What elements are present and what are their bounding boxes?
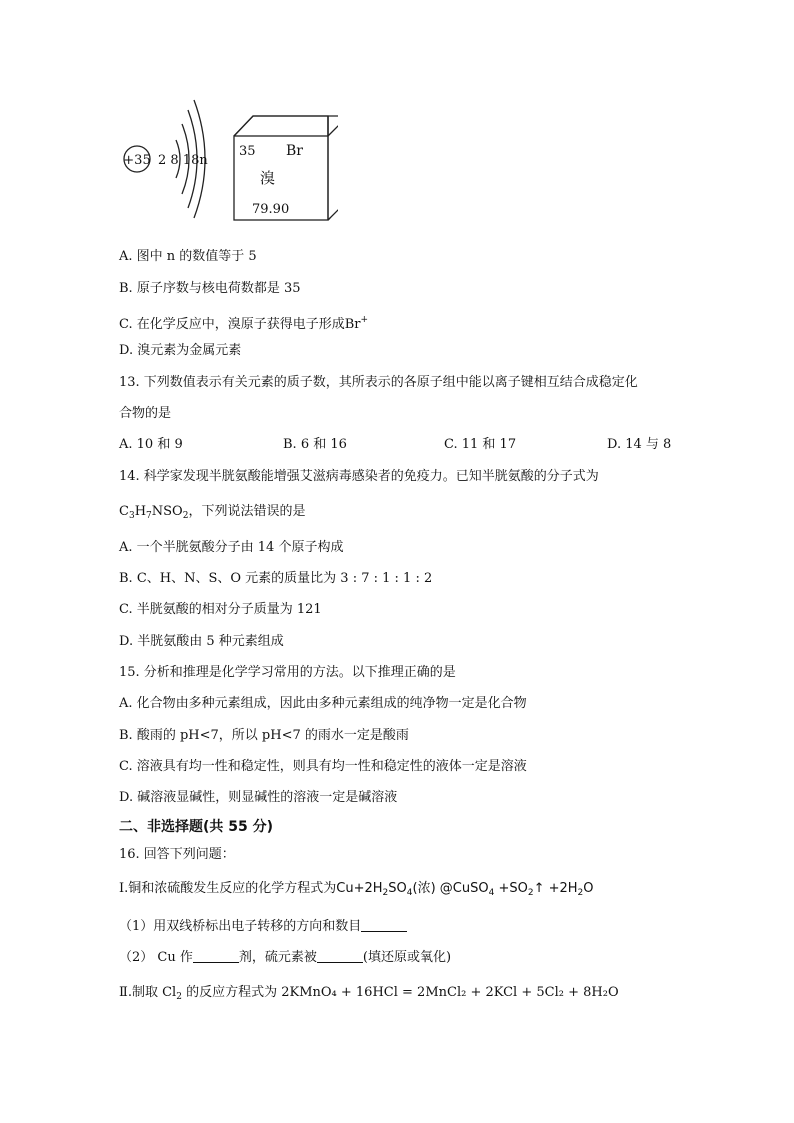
q16-sub2-text-b: 剂，硫元素被 bbox=[238, 950, 317, 965]
q13-stem-line2: 合物的是 bbox=[119, 406, 172, 421]
element-number: 35 bbox=[239, 144, 256, 159]
q16-stem: 16. 回答下列问题： bbox=[119, 847, 235, 862]
q12-option-c bbox=[119, 311, 368, 334]
q13-option-b: B. 6 和 16 bbox=[283, 437, 347, 452]
q16-part1-text: Ⅰ.铜和浓硫酸发生反应的化学方程式为 bbox=[119, 881, 337, 896]
q13-option-c: C. 11 和 17 bbox=[444, 437, 517, 452]
answer-blank-3[interactable] bbox=[317, 950, 363, 963]
q14-option-b: B. C、H、N、S、O 元素的质量比为 3 : 7 : 1 : 1 : 2 bbox=[119, 571, 433, 586]
q14-stem-line2 bbox=[119, 503, 305, 525]
q15-stem: 15. 分析和推理是化学学习常用的方法。以下推理正确的是 bbox=[119, 665, 456, 680]
q16-part1-equation: $Cu+2H_2SO_4$(浓) @CuSO$_4$ $+SO_2↑ +2H_2O$ bbox=[336, 881, 594, 898]
q14-option-c: C. 半胱氨酸的相对分子质量为 121 bbox=[119, 602, 322, 617]
q15-option-b: B. 酸雨的 pH<7，所以 pH<7 的雨水一定是酸雨 bbox=[119, 728, 409, 743]
q16-sub2 bbox=[119, 949, 451, 967]
tile-depth-edge-top bbox=[328, 116, 338, 136]
q12-option-b: B. 原子序数与核电荷数都是 35 bbox=[119, 281, 301, 296]
q16-sub1 bbox=[119, 918, 407, 936]
q12-option-c-charge: + bbox=[360, 315, 369, 325]
q14-stem-line1: 14. 科学家发现半胱氨酸能增强艾滋病毒感染者的免疫力。已知半胱氨酸的分子式为 bbox=[119, 469, 599, 484]
q16-part2-equation: 2KMnO₄ + 16HCl = 2MnCl₂ + 2KCl + 5Cl₂ + 8H₂O bbox=[281, 985, 619, 1000]
q14-formula: $C_3H_7NSO_2$ bbox=[119, 504, 189, 521]
q16-part2 bbox=[119, 984, 619, 1006]
q12-option-c-text: C. 在化学反应中，溴原子获得电子形成 bbox=[119, 317, 345, 332]
q12-option-d: D. 溴元素为金属元素 bbox=[119, 343, 242, 358]
element-mass: 79.90 bbox=[252, 202, 290, 217]
q12-option-a: A. 图中 n 的数值等于 5 bbox=[119, 249, 257, 264]
q15-option-a: A. 化合物由多种元素组成，因此由多种元素组成的纯净物一定是化合物 bbox=[119, 696, 527, 711]
q16-sub2-text-c: (填还原或氧化) bbox=[362, 950, 452, 965]
q13-option-d: D. 14 与 8 bbox=[607, 437, 672, 452]
q14-stem-line2-tail: ，下列说法错误的是 bbox=[188, 504, 306, 519]
q14-option-d: D. 半胱氨酸由 5 种元素组成 bbox=[119, 634, 284, 649]
q16-part2-tail: 的反应方程式为 bbox=[181, 985, 282, 1000]
q13-stem-line1: 13. 下列数值表示有关元素的质子数，其所表示的各原子组中能以离子键相互结合成稳定化 bbox=[119, 375, 638, 390]
element-symbol: Br bbox=[286, 143, 303, 159]
q12-option-c-ion: Br bbox=[344, 317, 361, 332]
bromine-figure bbox=[118, 98, 338, 222]
q14-option-a: A. 一个半胱氨酸分子由 14 个原子构成 bbox=[119, 540, 344, 555]
q16-part2-text: Ⅱ.制取 Cl bbox=[119, 985, 177, 1000]
q13-option-a: A. 10 和 9 bbox=[119, 437, 183, 452]
q16-part1 bbox=[119, 880, 594, 902]
q15-option-c: C. 溶液具有均一性和稳定性，则具有均一性和稳定性的液体一定是溶液 bbox=[119, 759, 527, 774]
q16-sub2-text-a: （2） Cu 作 bbox=[119, 950, 193, 965]
answer-blank-1[interactable] bbox=[361, 919, 407, 932]
answer-blank-2[interactable] bbox=[193, 950, 239, 963]
q15-option-d: D. 碱溶液显碱性，则显碱性的溶液一定是碱溶液 bbox=[119, 790, 398, 805]
shell-counts: 2 8 18n bbox=[158, 153, 208, 168]
q16-part2-subscript: 2 bbox=[176, 992, 182, 1002]
q16-sub1-text: （1）用双线桥标出电子转移的方向和数目 bbox=[119, 919, 362, 934]
element-name: 溴 bbox=[260, 169, 276, 187]
nucleus-label: +35 bbox=[123, 153, 151, 168]
section2-heading: 二、非选择题(共 55 分) bbox=[119, 819, 274, 835]
